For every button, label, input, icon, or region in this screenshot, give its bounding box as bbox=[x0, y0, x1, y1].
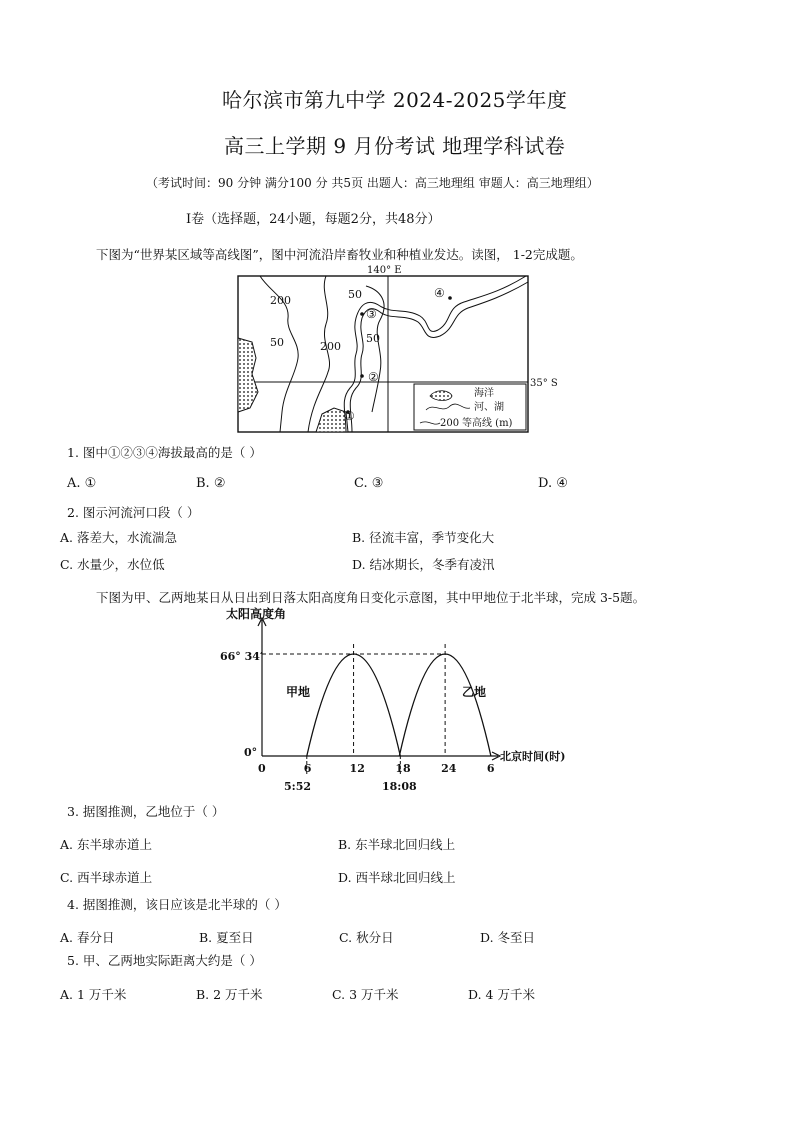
title-line-1: 哈尔滨市第九中学 2024-2025学年度 bbox=[222, 88, 568, 112]
q5-option-c: C. 3 万千米 bbox=[332, 987, 399, 1002]
point-3-label: ③ bbox=[366, 307, 377, 321]
q4-option-a: A. 春分日 bbox=[60, 930, 115, 945]
intro-text-2: 下图为甲、乙两地某日从日出到日落太阳高度角日变化示意图，其中甲地位于北半球，完成 3-5题。 bbox=[96, 590, 646, 605]
chart-x-title: 北京时间(时) bbox=[500, 750, 566, 763]
series-curve-yi bbox=[399, 654, 491, 756]
sun-altitude-chart bbox=[216, 604, 566, 796]
point-4-marker bbox=[448, 296, 452, 300]
contour-map bbox=[230, 262, 560, 434]
q3-stem: 3. 据图推测，乙地位于（ ） bbox=[67, 804, 225, 819]
x-tick-label: 24 bbox=[441, 762, 457, 775]
sunrise-time-label: 5:52 bbox=[284, 780, 312, 793]
title-line-2: 高三上学期 9 月份考试 地理学科试卷 bbox=[224, 134, 566, 158]
q1-option-d: D. ④ bbox=[538, 476, 568, 491]
legend-ocean-label: 海洋 bbox=[474, 388, 494, 399]
legend-contour-label: 等高线 (m) bbox=[462, 418, 513, 429]
series-curve-jia bbox=[307, 654, 401, 756]
chart-y-title: 太阳高度角 bbox=[226, 607, 287, 621]
curve-label-yi: 乙地 bbox=[462, 685, 487, 699]
sunset-time-label: 18:08 bbox=[382, 780, 417, 793]
point-1-label: ① bbox=[344, 409, 355, 423]
exam-info: （考试时间：90 分钟 满分100 分 共5页 出题人：高三地理组 审题人：高三地理组） bbox=[146, 176, 599, 190]
q2-option-a: A. 落差大，水流湍急 bbox=[60, 530, 177, 545]
contour-line-200-mid bbox=[308, 276, 330, 432]
contour-label: 200 bbox=[270, 294, 291, 307]
contour-label: 200 bbox=[320, 340, 341, 353]
x-tick-label: 6 bbox=[486, 762, 495, 775]
x-tick-label: 18 bbox=[395, 762, 411, 775]
contour-label: 50 bbox=[366, 332, 380, 345]
y-tick-label: 0° bbox=[244, 746, 258, 759]
q5-stem: 5. 甲、乙两地实际距离大约是（ ） bbox=[67, 953, 262, 968]
q1-option-b: B. ② bbox=[196, 476, 226, 491]
q1-stem: 1. 图中①②③④海拔最高的是（ ） bbox=[67, 445, 262, 460]
x-tick-label: 12 bbox=[349, 762, 365, 775]
legend-river-label: 河、湖 bbox=[474, 402, 504, 413]
contour-label: 50 bbox=[348, 288, 362, 301]
point-3-marker bbox=[360, 312, 364, 316]
q4-option-d: D. 冬至日 bbox=[480, 930, 536, 945]
contour-label: 50 bbox=[270, 336, 284, 349]
point-4-label: ④ bbox=[434, 286, 445, 300]
q5-option-a: A. 1 万千米 bbox=[60, 987, 127, 1002]
latitude-label: 35° S bbox=[530, 378, 558, 389]
intro-text-1: 下图为“世界某区域等高线图”，图中河流沿岸畜牧业和种植业发达。读图， 1-2完成题。 bbox=[96, 247, 583, 262]
q4-stem: 4. 据图推测，该日应该是北半球的（ ） bbox=[67, 897, 287, 912]
q2-option-b: B. 径流丰富，季节变化大 bbox=[352, 530, 495, 545]
q5-option-b: B. 2 万千米 bbox=[196, 987, 263, 1002]
q5-option-d: D. 4 万千米 bbox=[468, 987, 535, 1002]
q2-stem: 2. 图示河流河口段（ ） bbox=[67, 505, 200, 520]
contour-line-50 bbox=[366, 286, 384, 412]
q4-option-b: B. 夏至日 bbox=[199, 930, 254, 945]
q1-option-a: A. ① bbox=[67, 476, 97, 491]
q3-option-b: B. 东半球北回归线上 bbox=[338, 837, 456, 852]
q3-option-d: D. 西半球北回归线上 bbox=[338, 870, 456, 885]
ocean-left bbox=[238, 338, 258, 412]
curve-label-jia: 甲地 bbox=[286, 685, 311, 699]
longitude-label: 140° E bbox=[367, 265, 402, 276]
section-heading: Ⅰ卷（选择题，24小题，每题2分，共48分） bbox=[186, 212, 441, 227]
q1-option-c: C. ③ bbox=[354, 476, 384, 491]
legend-contour-value: 200 bbox=[440, 418, 460, 429]
point-2-marker bbox=[360, 374, 364, 378]
q2-option-d: D. 结冰期长，冬季有凌汛 bbox=[352, 557, 495, 572]
q4-option-c: C. 秋分日 bbox=[339, 930, 394, 945]
q2-option-c: C. 水量少，水位低 bbox=[60, 557, 165, 572]
q3-option-c: C. 西半球赤道上 bbox=[60, 870, 153, 885]
point-2-label: ② bbox=[368, 370, 379, 384]
y-tick-label: 66° 34′ bbox=[220, 650, 263, 663]
x-tick-label: 0 bbox=[258, 762, 266, 775]
x-tick-label: 6 bbox=[303, 762, 312, 775]
q3-option-a: A. 东半球赤道上 bbox=[60, 837, 152, 852]
